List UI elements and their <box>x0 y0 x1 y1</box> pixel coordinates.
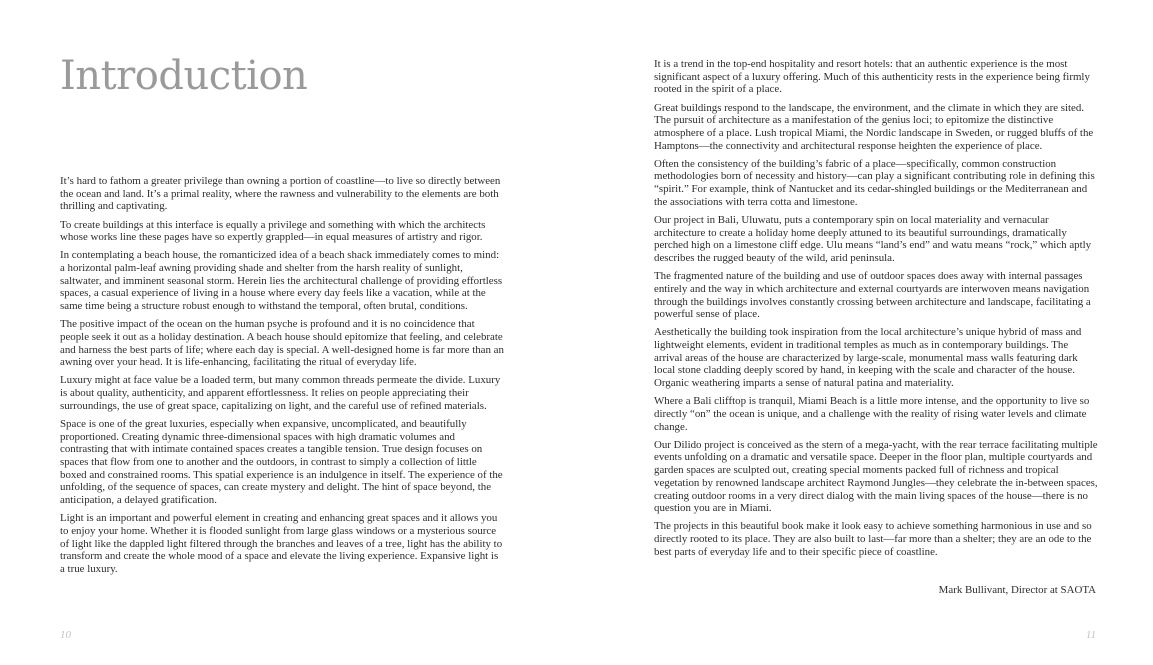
paragraph: Our Dilido project is conceived as the stern of a mega-yacht, with the rear terrace facilitating multiple events unfolding on a dramatic and versatile space. Deeper in the floor plan, multiple courtyards and garden spaces are sculpted out, creating special moments packed full of richness and tropical vegetation by renowned landscape architect Raymond Jungles—they celebrate the in-between spaces, creating outdoor rooms in a very direct dialog with the main living spaces of the house—there is no question you are in Miami. <box>654 438 1098 515</box>
right-body-text <box>654 58 1099 564</box>
paragraph: The projects in this beautiful book make it look easy to achieve something harmonious in use and so directly rooted to its place. They are also built to last—far more than a shelter; they are an ode to the best parts of everyday life and to their specific piece of coastline. <box>654 520 1092 558</box>
paragraph: To create buildings at this interface is equally a privilege and something with which the architects whose works line these pages have so expertly grappled—in equal measures of artistry and rigor. <box>60 218 486 244</box>
paragraph: The fragmented nature of the building and use of outdoor spaces does away with internal passages entirely and the way in which architecture and external courtyards are interwoven means navigation through the buildings involves constantly crossing between architecture and landscape, facilitating a powerful sense of place. <box>654 270 1091 321</box>
page-number-right: 11 <box>1085 629 1096 641</box>
page-number-left: 10 <box>60 629 71 641</box>
right-page <box>577 0 1153 665</box>
paragraph: In contemplating a beach house, the romanticized idea of a beach shack immediately comes to mind: a horizontal palm-leaf awning providing shade and shelter from the harsh reality of sunlight, saltwater, and imminent seasonal storm. Herein lies the architectural challenge of providing effortless spaces, a casual experience of living in a house where every day feels like a vacation, while at the same time being a structure robust enough to withstand the temporal, often brutal, conditions. <box>60 249 503 313</box>
paragraph: Our project in Bali, Uluwatu, puts a contemporary spin on local materiality and vernacular architecture to create a holiday home deeply attuned to its beautiful surroundings, dramatically perched high on a limestone cliff edge. Ulu means “land’s end” and watu means “rock,” which aptly describes the rugged beauty of the wild, arid peninsula. <box>654 213 1092 265</box>
page-title: Introduction <box>60 53 308 99</box>
paragraph: Where a Bali clifftop is tranquil, Miami Beach is a little more intense, and the opportunity to live so directly “on” the ocean is unique, and a challenge with the reality of rising water levels and climate change. <box>654 395 1090 433</box>
paragraph: Light is an important and powerful element in creating and enhancing great spaces and it allows you to enjoy your home. Whether it is flooded sunlight from large glass windows or a mysterious source of light like the dappled light filtered through the branches and leaves of a tree, light has the ability to transform and create the whole mood of a space and elevate the living experience. Expansive light is a true luxury. <box>60 512 503 576</box>
author-signature: Mark Bullivant, Director at SAOTA <box>938 584 1096 596</box>
left-page <box>0 0 576 665</box>
paragraph: Aesthetically the building took inspiration from the local architecture’s unique hybrid of mass and lightweight elements, evident in traditional temples as much as in contemporary buildings. The arrival areas of the house are characterized by large-scale, monumental mass walls featuring dark local stone cladding deeply scored by hand, in keeping with the scale and character of the house. Organic weathering imparts a sense of natural patina and materiality. <box>654 326 1082 390</box>
paragraph: It is a trend in the top-end hospitality and resort hotels: that an authentic experience is the most significant aspect of a luxury offering. Much of this authenticity rests in the experience being firmly rooted in the spirit of a place. <box>654 58 1090 96</box>
paragraph: It’s hard to fathom a greater privilege than owning a portion of coastline—to live so directly between the ocean and land. It’s a primal reality, where the rawness and vulnerability to the elements are both thrilling and captivating. <box>60 175 501 213</box>
paragraph: Space is one of the great luxuries, especially when expansive, uncomplicated, and beautifully proportioned. Creating dynamic three-dimensional spaces with high dramatic volumes and contrasting that with intimate contained spaces creates a tangible tension. True design focuses on spaces that flow from one to another and the outdoors, in contrast to simply a collection of little boxed and constrained rooms. This spatial experience is an indulgence in itself. The experience of the unfolding, of the sequence of spaces, can create mystery and delight. The hint of space beyond, the anticipation, a delayed gratification. <box>60 417 503 507</box>
paragraph: Great buildings respond to the landscape, the environment, and the climate in which they are sited. The pursuit of architecture as a manifestation of the genius loci; to epitomize the distinctive atmosphere of a place. Lush tropical Miami, the Nordic landscape in Sweden, or rugged bluffs of the Hamptons—the connectivity and architectural response heighten the experience of place. <box>654 101 1094 152</box>
paragraph: The positive impact of the ocean on the human psyche is profound and it is no coincidence that people seek it out as a holiday destination. A beach house should epitomize that feeling, and celebrate and harness the best parts of life; where each day is special. A well-designed home is far more than an awning over your head. It is life-enhancing, facilitating the ritual of everyday life. <box>60 318 504 369</box>
left-body-text <box>60 175 505 581</box>
paragraph: Luxury might at face value be a loaded term, but many common threads permeate the divide. Luxury is about quality, authenticity, and apparent effortlessness. It relies on people appreciating their surroundings, the use of great space, capitalizing on light, and the careful use of refined materials. <box>60 374 501 412</box>
paragraph: Often the consistency of the building’s fabric of a place—specifically, common construction methodologies born of necessity and history—can play a significant contributing role in defining this “spirit.” For example, think of Nantucket and its cedar-shingled buildings or the Mediterranean and the associations with terra cotta and limestone. <box>654 157 1095 208</box>
